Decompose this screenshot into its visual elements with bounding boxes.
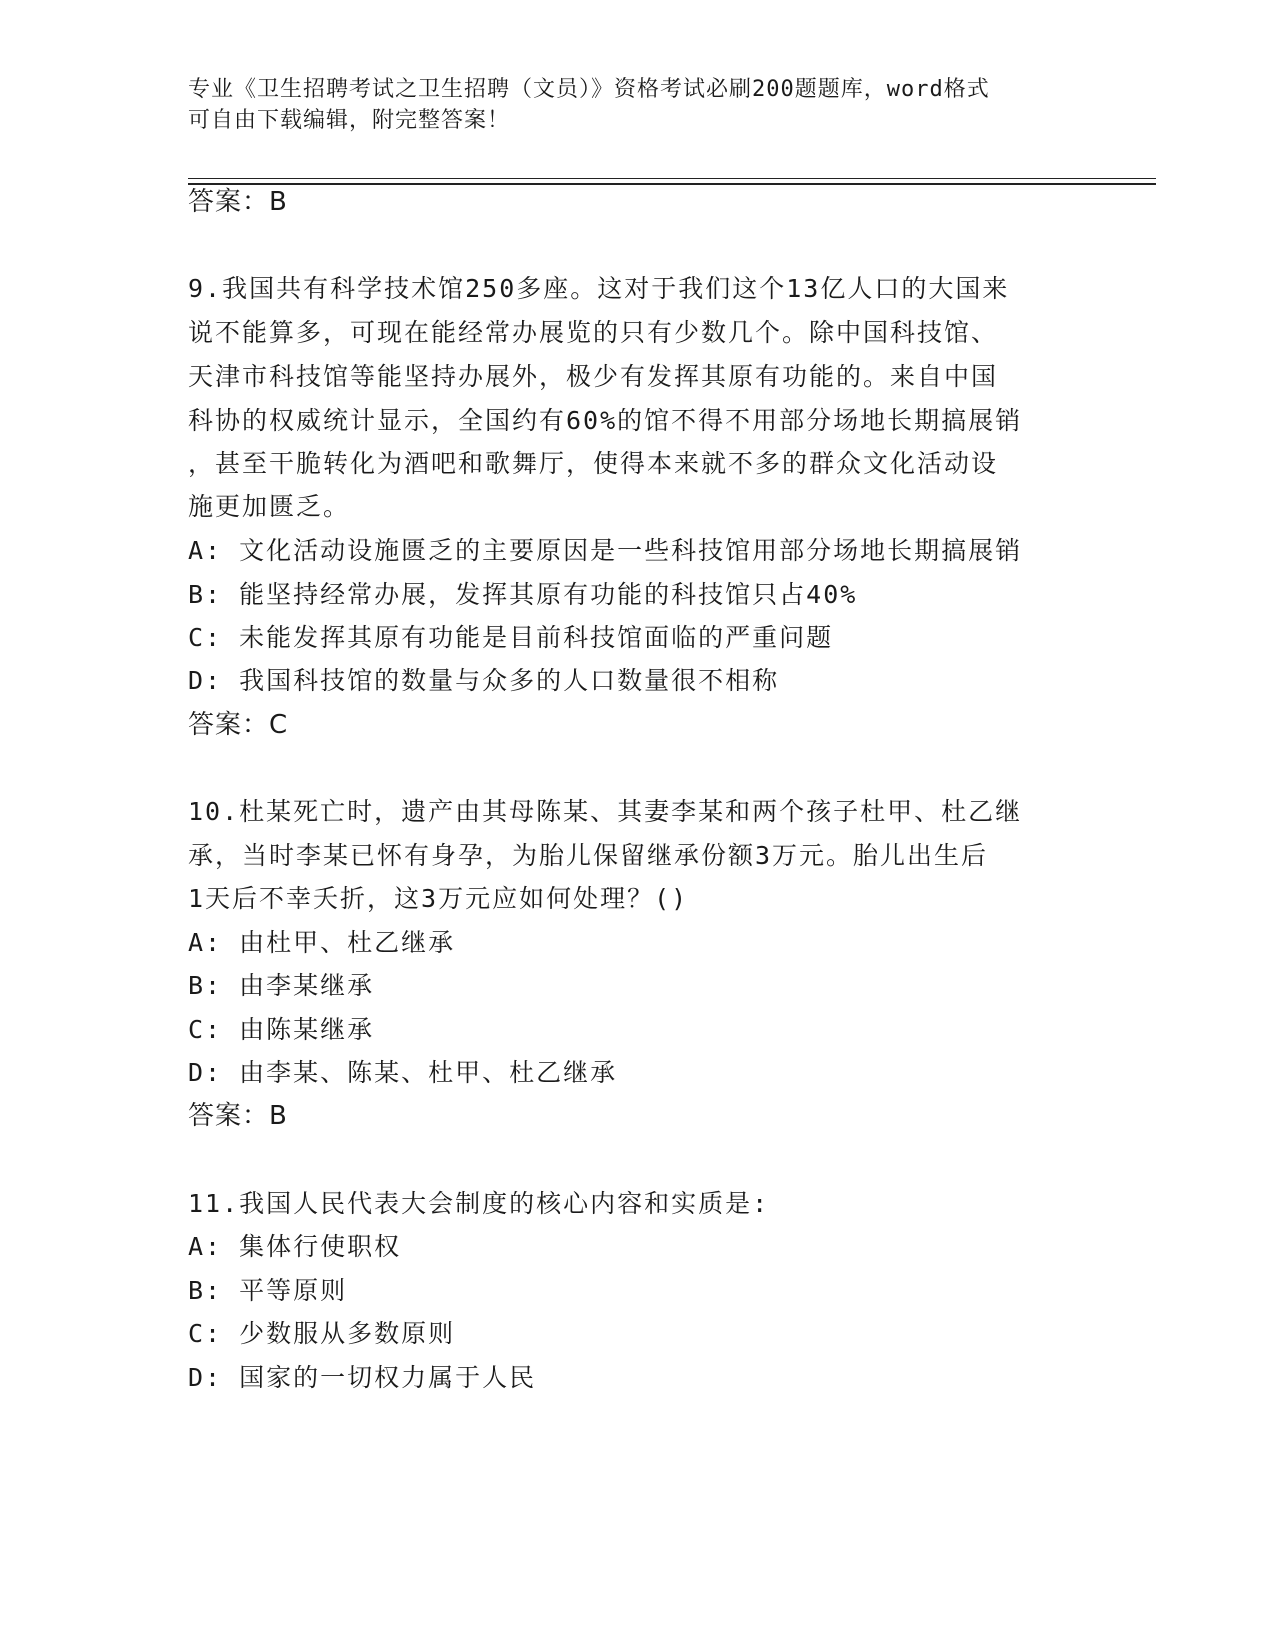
question-9-option-d: D: 我国科技馆的数量与众多的人口数量很不相称 [188,666,780,695]
question-9-line-6: 施更加匮乏。 [188,492,351,521]
header-divider-thin [188,178,1156,179]
question-9-option-b: B: 能坚持经常办展，发挥其原有功能的科技馆只占40% [188,580,858,609]
question-9-line-1: 9.我国共有科学技术馆250多座。这对于我们这个13亿人口的大国来 [188,274,1010,303]
question-9-option-c: C: 未能发挥其原有功能是目前科技馆面临的严重问题 [188,623,834,652]
previous-answer: 答案：B [188,187,288,217]
question-9-option-a: A: 文化活动设施匮乏的主要原因是一些科技馆用部分场地长期搞展销 [188,536,1023,565]
header-divider-thick [188,183,1156,185]
question-10-line-2: 承，当时李某已怀有身孕，为胎儿保留继承份额3万元。胎儿出生后 [188,841,989,870]
question-11-option-a: A: 集体行使职权 [188,1232,402,1261]
question-10-option-d: D: 由李某、陈某、杜甲、杜乙继承 [188,1058,618,1087]
question-9-line-4: 科协的权威统计显示，全国约有60%的馆不得不用部分场地长期搞展销 [188,406,1023,435]
question-10-answer: 答案：B [188,1101,288,1131]
header-line-1: 专业《卫生招聘考试之卫生招聘（文员）》资格考试必刷200题题库，word格式 [188,77,990,102]
question-9-line-3: 天津市科技馆等能坚持办展外，极少有发挥其原有功能的。来自中国 [188,362,999,391]
question-11-option-b: B: 平等原则 [188,1276,348,1305]
question-10-option-b: B: 由李某继承 [188,971,375,1000]
header-line-2: 可自由下载编辑，附完整答案！ [188,108,511,133]
question-11-option-d: D: 国家的一切权力属于人民 [188,1363,537,1392]
question-9-answer: 答案：C [188,710,289,740]
question-10-line-1: 10.杜某死亡时，遗产由其母陈某、其妻李某和两个孩子杜甲、杜乙继 [188,797,1023,826]
question-11-line-1: 11.我国人民代表大会制度的核心内容和实质是: [188,1189,770,1218]
question-10-option-a: A: 由杜甲、杜乙继承 [188,928,456,957]
question-9-line-2: 说不能算多，可现在能经常办展览的只有少数几个。除中国科技馆、 [188,318,999,347]
question-10-option-c: C: 由陈某继承 [188,1015,375,1044]
document-header [188,74,1088,136]
question-9-line-5: ，甚至干脆转化为酒吧和歌舞厅，使得本来就不多的群众文化活动设 [188,449,999,478]
question-10-line-3: 1天后不幸夭折，这3万元应如何处理？() [188,884,689,913]
question-11-option-c: C: 少数服从多数原则 [188,1319,456,1348]
